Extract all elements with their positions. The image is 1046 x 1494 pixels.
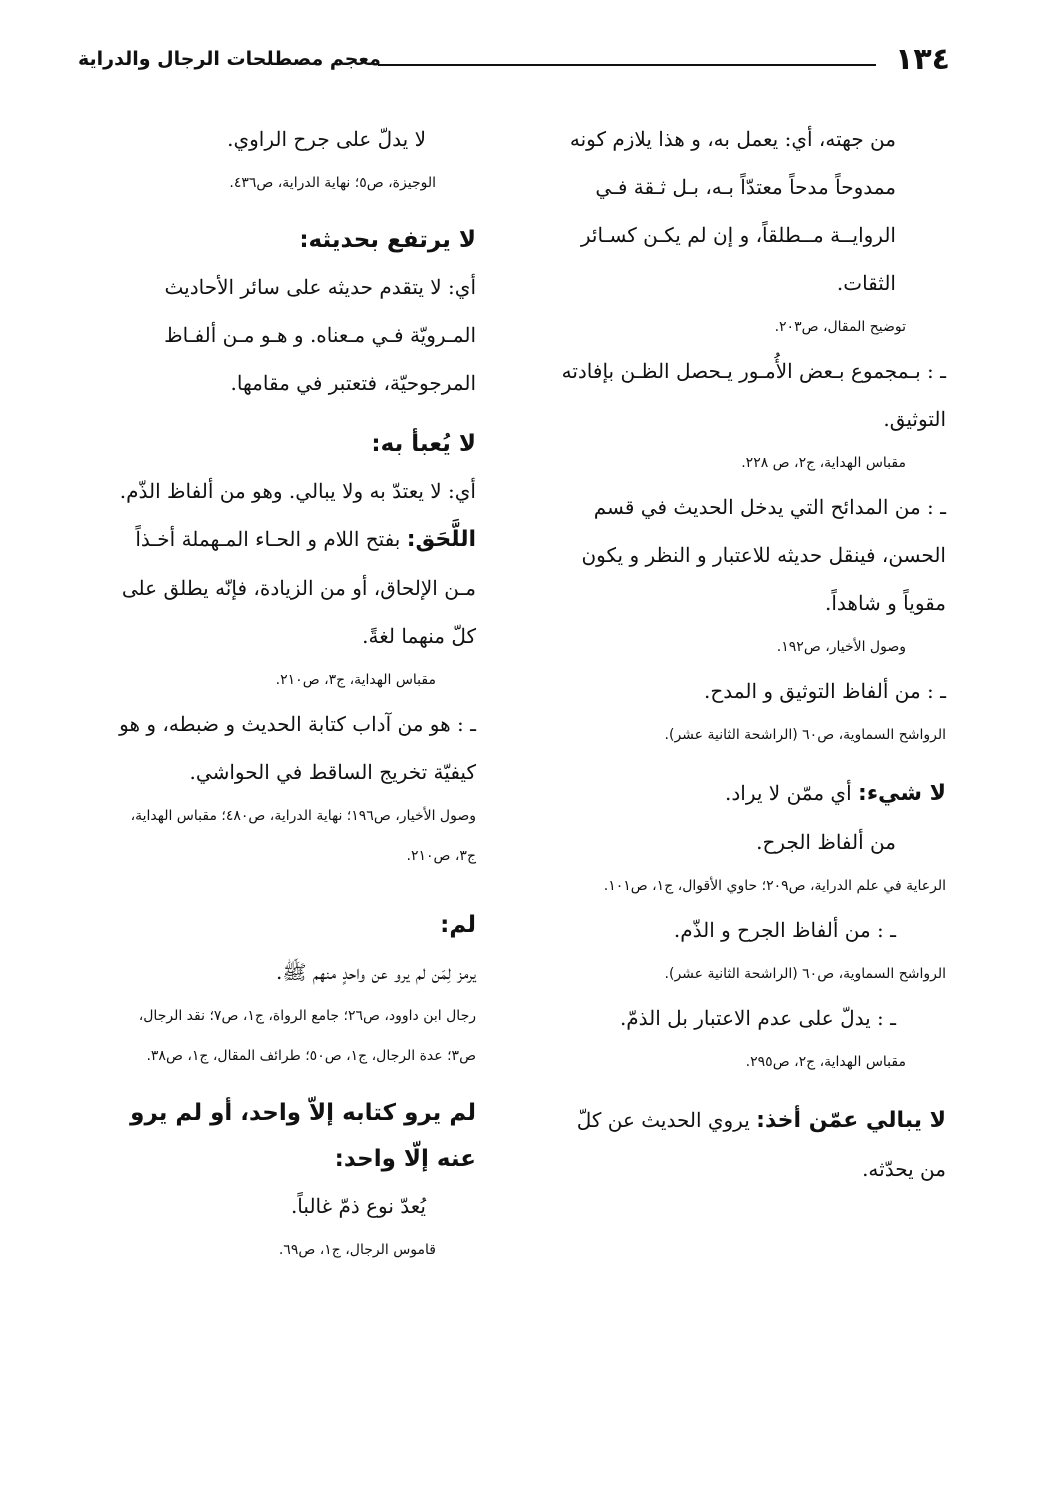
headword-definition: يروي الحديث عن كلّ من يحدّثه. [576,1108,946,1181]
source-citation: مقباس الهداية، ج٣، ص٢١٠. [275,672,436,688]
source-citation: الوجيزة، ص٥؛ نهاية الدراية، ص٤٣٦. [229,175,436,191]
headword: لا يُعبأ به: [371,431,476,457]
source-citation: مقباس الهداية، ج٢، ص ٢٢٨. [741,455,906,471]
source-citation: وصول الأخيار، ص١٩٢. [776,639,906,655]
entry-text: يُعدّ نوع ذمّ غالباً. [290,1194,426,1218]
headword: اللَّحَق: [406,527,476,552]
definition-item: ـ : من ألفاظ الجرح و الذّم. [673,918,896,942]
definition-item: ـ : من المدائح التي يدخل الحديث في قسم الحسن، فينقل حديثه للاعتبار و النظر و يكون مقوياً و شاهداً. [581,495,946,615]
entry-text: لا يدلّ على جرح الراوي. [227,127,426,151]
headword: لم يرو كتابه إلاّ واحد، أو لم يرو عنه إلّا واحد: [130,1100,476,1172]
entry-headword-line [561,769,946,818]
headword-definition: أي ممّن لا يراد. [725,781,852,805]
spacer [106,876,476,902]
headword: لا يبالي عمّن أخذ: [756,1108,946,1133]
entry-text: من جهته، أي: يعمل به، و هذا يلازم كونه ممدوحاً مدحاً معتدّاً بـه، بـل ثـقة فـي الروايــة مــطلقاً، و إن لم يكـن كسـائر الثقات. [569,127,896,295]
definition-item: ـ : يدلّ على عدم الاعتبار بل الذمّ. [619,1006,896,1030]
book-title: معجم مصطلحات الرجال والدراية [78,48,381,70]
definition-item: ـ : بـمجموع بـعض الأُمـور يـحصل الظـن بإفادته التوثيق. [561,359,946,431]
source-citation: الرواشح السماوية، ص٦٠ (الراشحة الثانية عشر). [664,966,946,982]
entry-text: يرمز لِمَن لم يرو عن واحدٍ منهم ﷺ. [275,960,476,984]
definition-item: ـ : من ألفاظ التوثيق و المدح. [704,679,946,703]
entry-text: أي: لا يتقدم حديثه على سائر الأحاديث المـرويّة فـي مـعناه. و هـو مـن ألفـاظ المرجوحيّة، فتعتبر في مقامها. [164,275,476,395]
entry-text: من ألفاظ الجرح. [756,830,896,854]
definition-item: ـ : هو من آداب كتابة الحديث و ضبطه، و هو كيفيّة تخريج الساقط في الحواشي. [119,712,476,784]
source-citation: وصول الأخيار، ص١٩٦؛ نهاية الدراية، ص٤٨٠؛ مقباس الهداية، ج٣، ص٢١٠. [130,808,476,864]
entry-headword-line [561,1096,946,1193]
headword-definition: بفتح اللام و الحـاء المـهملة أخـذاً مـن الإلحاق، أو من الزيادة، فإنّه يطلق على كلّ منهما لغةً. [121,527,476,648]
source-citation: الرعاية في علم الدراية، ص٢٠٩؛ حاوي الأقوال، ج١، ص١٠١. [603,878,946,894]
spacer [561,755,946,769]
source-citation: توضيح المقال، ص٢٠٣. [774,319,906,335]
source-citation: رجال ابن داوود، ص٢٦؛ جامع الرواة، ج١، ص٧؛ نقد الرجال، ص٣؛ عدة الرجال، ج١، ص٥٠؛ طرائف المقال، ج١، ص٣٨. [138,1008,476,1064]
source-citation: مقباس الهداية، ج٢، ص٢٩٥. [745,1054,906,1070]
left-column [106,115,476,1270]
spacer [561,1082,946,1096]
entry-headword-line [106,515,476,660]
spacer [106,407,476,421]
header-rule [378,64,876,66]
source-citation: الرواشح السماوية، ص٦٠ (الراشحة الثانية عشر). [664,727,946,743]
headword: لا شيء: [858,781,946,806]
page-number: ١٣٤ [895,42,950,77]
spacer [106,1076,476,1090]
entry-text: أي: لا يعتدّ به ولا يبالي. وهو من ألفاظ الذّم. [119,479,476,503]
headword: لم: [440,912,476,938]
source-citation: قاموس الرجال، ج١، ص٦٩. [278,1242,436,1258]
right-column [561,115,946,1193]
spacer [106,203,476,217]
page-header [78,40,950,84]
headword: لا يرتفع بحديثه: [299,227,476,253]
